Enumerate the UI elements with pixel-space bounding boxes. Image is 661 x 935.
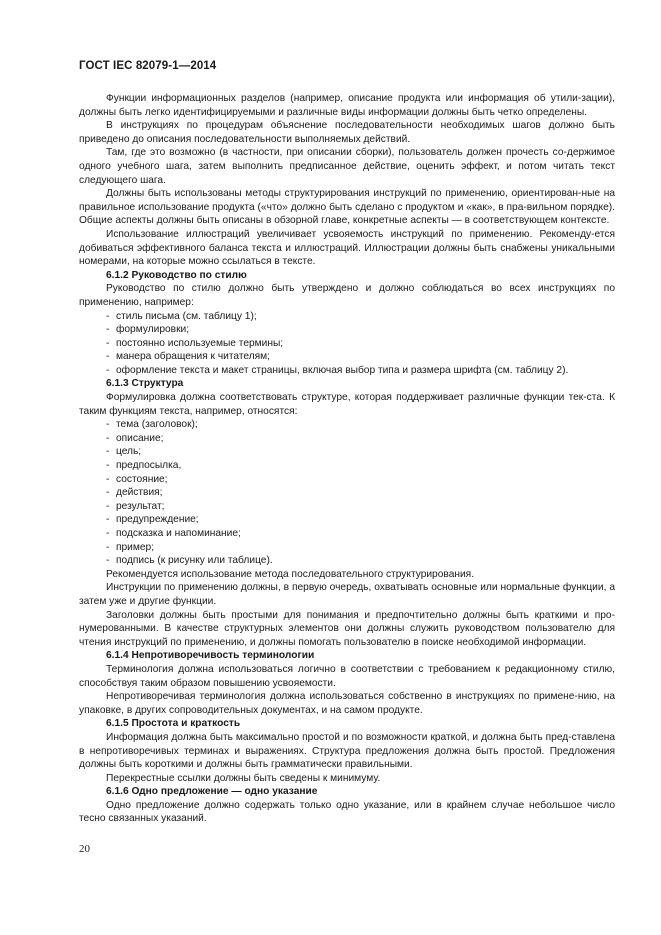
dash-bullet: -	[106, 432, 110, 444]
dash-bullet: -	[106, 364, 110, 376]
dash-bullet: -	[106, 528, 110, 539]
section-heading-6-1-6: 6.1.6 Одно предложение — одно указание	[106, 786, 318, 798]
paragraph: Непротиворечивая терминология должна использоваться собственно в инструкциях по примене-нию, на упаковке, в других сопроводительных документах, и на самом продукте.	[79, 691, 615, 716]
dash-bullet: -	[106, 351, 110, 363]
list-item: - манера обращения к читателям;	[106, 351, 271, 363]
text-functions-list	[79, 418, 615, 568]
list-item: - предпосылка,	[106, 460, 182, 472]
paragraph: Формулировка должна соответствовать структуре, которая поддерживает различные функции тек-ста. К таким функциям текста, например, относятся:	[79, 392, 615, 417]
paragraph: Там, где это возможно (в частности, при описании сборки), пользователь должен прочесть со-держимое одного учебного шага, затем выполнить предписанное действие, оценить эффект, и потом читать текст следующего шага.	[79, 147, 615, 186]
list-item: - подсказка и напоминание;	[106, 528, 241, 539]
section-heading-6-1-2: 6.1.2 Руководство по стилю	[106, 269, 247, 281]
dash-bullet: -	[106, 460, 110, 472]
list-item: - состояние;	[106, 473, 168, 485]
page-number: 20	[79, 843, 90, 855]
paragraph: Заголовки должны быть простыми для понимания и предпочтительно должны быть краткими и про-нумерованными. В качестве структурных элементов они должны служить руководством пользователю для чтения инструкций по применению, и должны помогать пользователю в поиске необходимой информации.	[79, 609, 615, 648]
list-item: - постоянно используемые термины;	[106, 337, 284, 349]
dash-bullet: -	[106, 555, 110, 567]
paragraph: Инструкции по применению должны, в первую очередь, охватывать основные или нормальные функции, а затем уже и другие функции.	[79, 582, 615, 607]
dash-bullet: -	[106, 473, 110, 485]
list-item: - формулировки;	[106, 324, 190, 336]
dash-bullet: -	[106, 324, 110, 336]
section-heading-6-1-4: 6.1.4 Непротиворечивость терминологии	[106, 650, 315, 662]
list-item: - оформление текста и макет страницы, включая выбор типа и размера шрифта (см. таблицу 2).	[106, 364, 569, 376]
document-body	[79, 92, 615, 826]
paragraph: Одно предложение должно содержать только одно указание, или в крайнем случае небольшое число тесно связанных указаний.	[79, 799, 615, 825]
paragraph: Терминология должна использоваться логично в соответствии с требованием к редакционному стилю, способствуя таким образом повышению усвояемости.	[79, 663, 615, 689]
dash-bullet: -	[106, 541, 110, 553]
paragraph: Использование иллюстраций увеличивает усвояемость инструкций по применению. Рекоменду-ется добиваться эффективного баланса текста и иллюстраций. Иллюстрации должны быть снабжены уникальными номерами, на которые можно ссылаться в тексте.	[79, 228, 615, 268]
paragraph: В инструкциях по процедурам объяснение последовательности необходимых шагов должно быть приведено до описания последовательности выполняемых действий.	[79, 120, 615, 145]
style-guide-list	[79, 310, 615, 378]
dash-bullet: -	[106, 337, 110, 349]
paragraph: Руководство по стилю должно быть утверждено и должно соблюдаться во всех инструкциях по применению, например:	[79, 283, 615, 308]
dash-bullet: -	[106, 419, 110, 431]
list-item: - описание;	[106, 432, 164, 444]
paragraph: Должны быть использованы методы структурирования инструкций по применению, ориентирован-ные на правильное использование продукта («что» должно быть сделано с продуктом и «как», в пра-вильном порядке). Общие аспекты должны быть описаны в обзорной главе, конкретные аспекты — в соответствующем контексте.	[79, 188, 615, 227]
list-item: - результат;	[106, 500, 165, 512]
list-item: - действия;	[106, 487, 163, 499]
paragraph: Рекомендуется использование метода последовательного структурирования.	[106, 568, 475, 580]
list-item: - предупреждение;	[106, 514, 199, 526]
paragraph: Информация должна быть максимально простой и по возможности краткой, и должна быть пред-ставлена в непротиворечивых терминах и выражениях. Структура предложения должна быть простой. Предложения должны быть короткими и должны быть грамматически правильными.	[79, 731, 615, 771]
list-item: - подпись (к рисунку или таблице).	[106, 555, 273, 567]
section-heading-6-1-3: 6.1.3 Структура	[106, 378, 184, 390]
list-item: - стиль письма (см. таблицу 1);	[106, 310, 257, 322]
document-header: ГОСТ IEC 82079-1—2014	[79, 60, 217, 72]
section-heading-6-1-5: 6.1.5 Простота и краткость	[106, 718, 241, 730]
list-item: - пример;	[106, 541, 155, 553]
dash-bullet: -	[106, 446, 110, 458]
dash-bullet: -	[106, 514, 110, 526]
list-item: - тема (заголовок);	[106, 419, 198, 431]
list-item: - цель;	[106, 446, 142, 458]
dash-bullet: -	[106, 310, 110, 322]
paragraph: Функции информационных разделов (например, описание продукта или информация об утили-зации), должны быть легко идентифицируемыми и различные виды информации должны быть четко определены.	[79, 93, 615, 118]
paragraph: Перекрестные ссылки должны быть сведены к минимуму.	[106, 772, 381, 784]
dash-bullet: -	[106, 487, 110, 499]
dash-bullet: -	[106, 500, 110, 512]
